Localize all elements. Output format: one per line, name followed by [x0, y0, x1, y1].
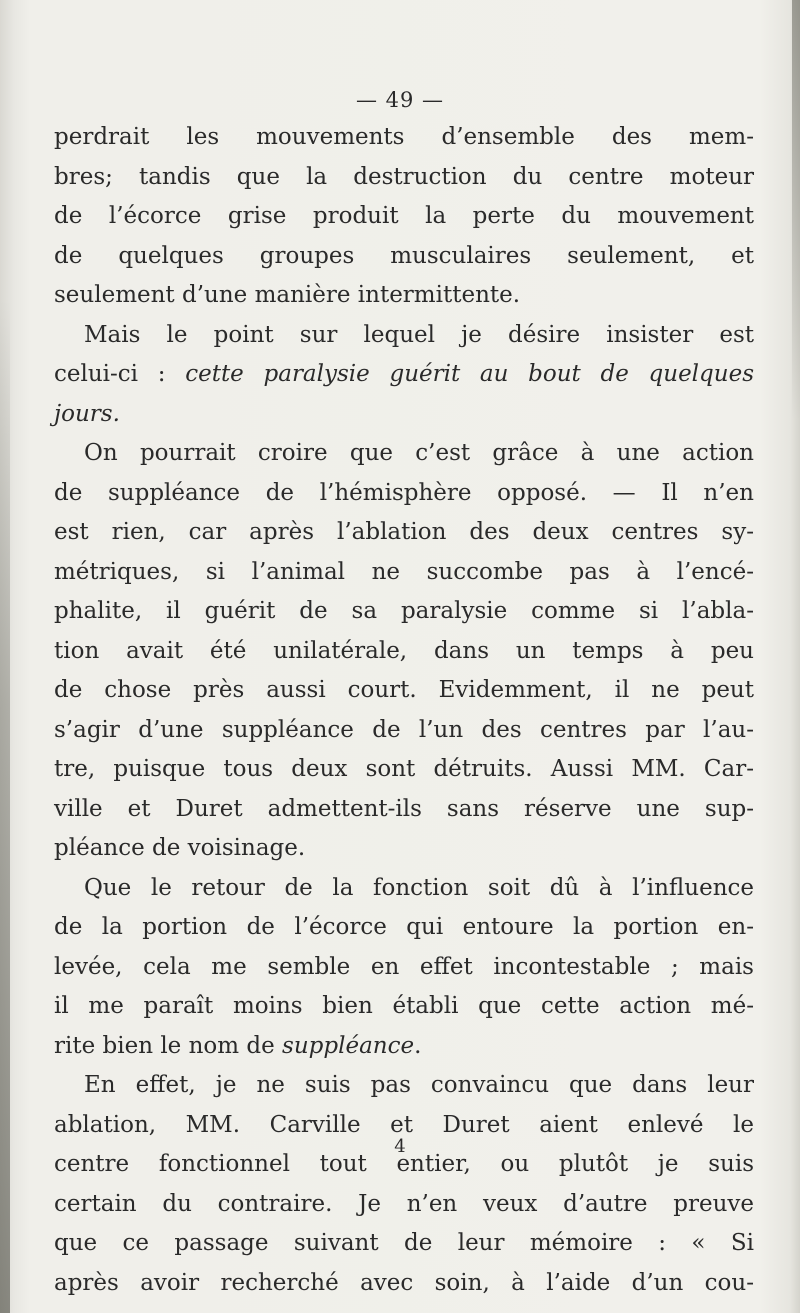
text-line: Que le retour de la fonction soit dû à l’influence [84, 874, 754, 901]
text-line: de la portion de l’écorce qui entoure la portion en- [54, 914, 754, 940]
text-line: tre, puisque tous deux sont détruits. Aussi MM. Car- [54, 756, 754, 782]
signature-mark: 4 [394, 1136, 406, 1157]
text-line: de quelques groupes musculaires seulement, et [54, 242, 754, 269]
text-line: il me paraît moins bien établi que cette action mé- [54, 993, 754, 1019]
text-line: métriques, si l’animal ne succombe pas à l’encé- [54, 558, 754, 585]
italic-run: jours. [54, 400, 120, 427]
text-line: levée, cela me semble en effet incontestable ; mais [54, 953, 754, 980]
text-line: certain du contraire. Je n’en veux d’autre preuve [54, 1190, 754, 1217]
text-line: phalite, il guérit de sa paralysie comme si l’abla- [54, 598, 754, 624]
text-line [54, 355, 754, 395]
body-text [54, 118, 754, 1303]
text-line: tion avait été unilatérale, dans un temps à peu [54, 637, 754, 664]
italic-run: suppléance [282, 1032, 415, 1059]
text-line [54, 395, 754, 435]
text-run: celui-ci : [54, 361, 186, 387]
text-line: En effet, je ne suis pas convaincu que dans leur [84, 1072, 754, 1098]
text-line: ville et Duret admettent-ils sans réserve une sup- [54, 795, 754, 822]
text-line: de l’écorce grise produit la perte du mouvement [54, 203, 754, 229]
text-line: seulement d’une manière intermittente. [54, 282, 521, 308]
text-line: ablation, MM. Carville et Duret aient enlevé le [54, 1111, 754, 1138]
page-number: — 49 — [355, 88, 445, 112]
text-line: est rien, car après l’ablation des deux centres sy- [54, 519, 754, 545]
text-line: de chose près aussi court. Evidemment, il ne peut [54, 677, 754, 703]
text-line: pléance de voisinage. [54, 835, 306, 861]
text-line: Mais le point sur lequel je désire insister est [84, 321, 754, 348]
italic-run: cette paralysie guérit au bout de quelques [185, 361, 754, 387]
text-line: On pourrait croire que c’est grâce à une action [84, 440, 754, 466]
text-line: de suppléance de l’hémisphère opposé. — Il n’en [54, 479, 754, 506]
text-run: . [414, 1032, 422, 1059]
text-line: s’agir d’une suppléance de l’un des centres par l’au- [54, 716, 754, 743]
text-line: centre fonctionnel tout entier, ou plutôt je suis [54, 1151, 754, 1177]
text-line: perdrait les mouvements d’ensemble des mem- [54, 124, 754, 150]
text-line: bres; tandis que la destruction du centre moteur [54, 163, 754, 190]
text-run: rite bien le nom de [54, 1032, 283, 1059]
text-line: après avoir recherché avec soin, à l’aide d’un cou- [54, 1269, 754, 1296]
text-line: que ce passage suivant de leur mémoire : « Si [54, 1230, 754, 1256]
text-line [54, 1027, 754, 1067]
